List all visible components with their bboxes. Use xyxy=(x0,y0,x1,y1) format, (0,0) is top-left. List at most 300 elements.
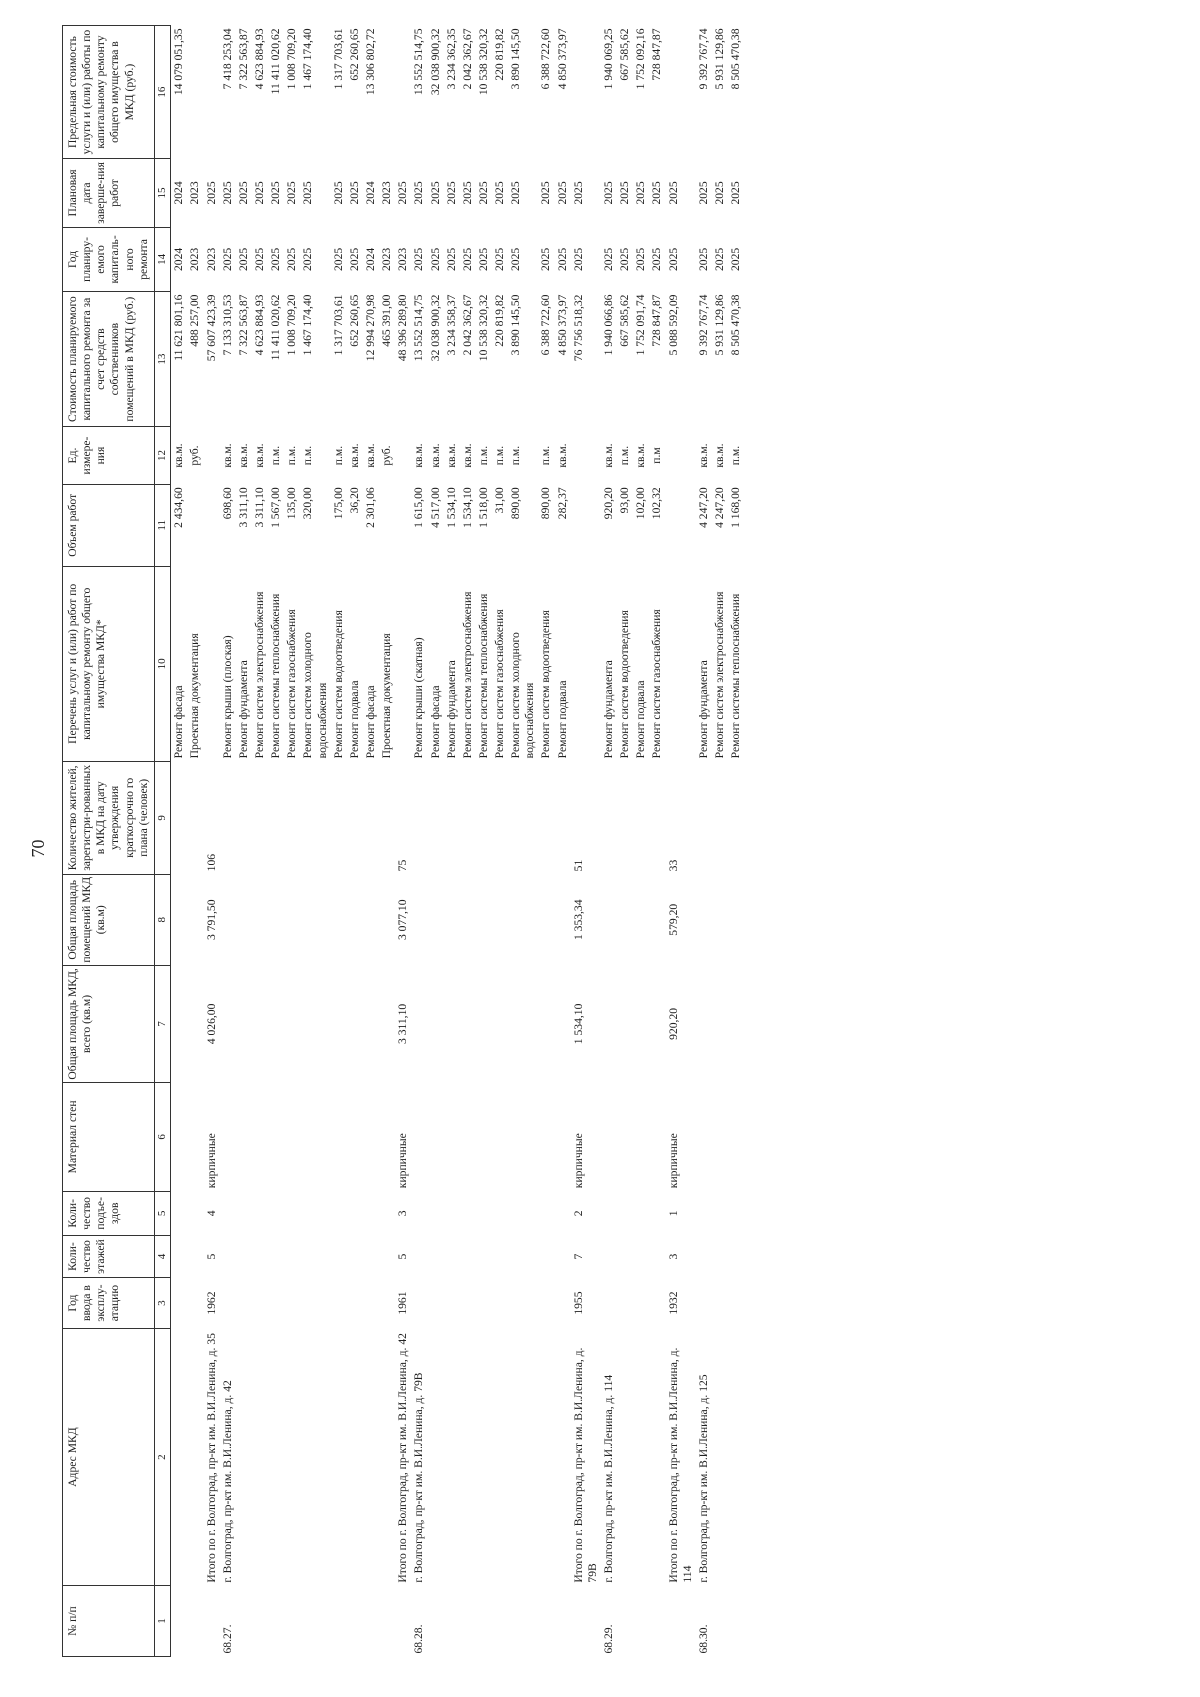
entrances-cell xyxy=(538,1191,554,1235)
floors-cell xyxy=(696,1236,712,1278)
premises-area-cell xyxy=(712,874,728,965)
end-date-cell: 2023 xyxy=(380,181,394,205)
column-header: Общая площадь МКД, всего (кв.м) xyxy=(63,965,155,1082)
wall-material-cell xyxy=(460,1083,476,1192)
unit-cell: п.м. xyxy=(539,445,553,466)
premises-area-cell xyxy=(696,874,712,965)
year-cell xyxy=(236,1278,252,1329)
year-cell xyxy=(460,1278,476,1329)
table-row xyxy=(508,26,538,1657)
address-cell xyxy=(712,1329,728,1586)
limit-cost-cell: 4 623 884,93 xyxy=(252,28,266,90)
address-cell: г. Волгоград, пр-кт им. В.И.Ленина, д. 125 xyxy=(696,1374,710,1583)
total-area-cell xyxy=(171,965,188,1082)
total-area-cell: 4 026,00 xyxy=(204,1003,218,1045)
volume-cell: 282,37 xyxy=(555,487,569,520)
address-cell xyxy=(236,1329,252,1586)
address-cell xyxy=(331,1329,347,1586)
volume-cell xyxy=(187,484,203,566)
unit-cell: п.м. xyxy=(509,445,523,466)
floors-cell xyxy=(617,1236,633,1278)
column-number-row xyxy=(154,26,170,1657)
entrances-cell xyxy=(649,1191,665,1235)
row-number xyxy=(476,1586,492,1657)
address-cell xyxy=(268,1329,284,1586)
plan-year-cell: 2024 xyxy=(172,247,186,272)
column-header: Материал стен xyxy=(63,1083,155,1192)
address-cell xyxy=(728,1329,744,1586)
residents-cell xyxy=(268,761,284,874)
cost-cell: 9 392 767,74 xyxy=(696,294,710,356)
plan-year-cell: 2023 xyxy=(188,247,202,272)
total-area-cell: 1 534,10 xyxy=(571,1003,585,1045)
table-header-row xyxy=(63,26,155,1657)
table-row xyxy=(633,26,649,1657)
wall-material-cell xyxy=(696,1083,712,1192)
year-cell xyxy=(220,1278,236,1329)
total-area-cell xyxy=(712,965,728,1082)
floors-cell xyxy=(428,1236,444,1278)
floors-cell xyxy=(460,1236,476,1278)
address-cell xyxy=(187,1329,203,1586)
address-cell xyxy=(171,1329,188,1586)
floors-cell xyxy=(236,1236,252,1278)
wall-material-cell xyxy=(268,1083,284,1192)
capital-repair-table xyxy=(62,25,744,1657)
entrances-cell xyxy=(460,1191,476,1235)
floors-cell xyxy=(508,1236,538,1278)
unit-cell: руб. xyxy=(188,445,202,466)
wall-material-cell xyxy=(601,1083,617,1192)
year-cell xyxy=(411,1278,427,1329)
limit-cost-cell: 4 850 373,97 xyxy=(555,28,569,90)
limit-cost-cell: 728 847,87 xyxy=(650,28,664,81)
cost-cell: 5 931 129,86 xyxy=(713,294,727,356)
entrances-cell xyxy=(428,1191,444,1235)
volume-cell xyxy=(666,484,696,566)
year-cell xyxy=(649,1278,665,1329)
table-row xyxy=(492,26,508,1657)
column-header: Количество жителей, зарегистри-рованных в МКД на дату утверждения краткосрочно го плана (человек) xyxy=(63,761,155,874)
volume-cell: 1 534,10 xyxy=(460,487,474,528)
table-row xyxy=(538,26,554,1657)
unit-cell: кв.м. xyxy=(460,443,474,468)
premises-area-cell: 3 791,50 xyxy=(204,899,218,941)
volume-cell: 175,00 xyxy=(331,487,345,520)
cost-cell: 1 008 709,20 xyxy=(285,294,299,356)
volume-cell: 1 567,00 xyxy=(269,487,283,528)
unit-cell: п.м. xyxy=(476,445,490,466)
year-cell xyxy=(601,1278,617,1329)
limit-cost-cell: 10 538 320,32 xyxy=(476,28,490,96)
floors-cell xyxy=(300,1236,330,1278)
plan-year-cell: 2025 xyxy=(539,247,553,272)
wall-material-cell xyxy=(236,1083,252,1192)
plan-year-cell: 2025 xyxy=(713,247,727,272)
address-cell: Итого по г. Волгоград, пр-кт им. В.И.Ленина, д. 42 xyxy=(396,1333,410,1583)
premises-area-cell xyxy=(379,874,395,965)
limit-cost-cell: 1 008 709,20 xyxy=(285,28,299,90)
floors-cell xyxy=(538,1236,554,1278)
volume-cell: 698,60 xyxy=(220,487,234,520)
row-number: 68.29. xyxy=(602,1624,616,1654)
entrances-cell xyxy=(284,1191,300,1235)
row-number xyxy=(171,1586,188,1657)
residents-cell xyxy=(460,761,476,874)
floors-cell: 5 xyxy=(396,1253,410,1260)
floors-cell xyxy=(411,1236,427,1278)
end-date-cell: 2025 xyxy=(602,181,616,205)
work-type-cell: Ремонт системы теплоснабжения xyxy=(476,593,490,759)
end-date-cell: 2025 xyxy=(301,181,315,205)
residents-cell xyxy=(555,761,571,874)
premises-area-cell: 579,20 xyxy=(666,903,680,936)
unit-cell: кв.м. xyxy=(555,443,569,468)
total-area-cell xyxy=(617,965,633,1082)
entrances-cell xyxy=(476,1191,492,1235)
plan-year-cell: 2025 xyxy=(650,247,664,272)
total-area-cell xyxy=(728,965,744,1082)
premises-area-cell xyxy=(347,874,363,965)
table-row xyxy=(347,26,363,1657)
total-area-cell xyxy=(444,965,460,1082)
cost-cell: 652 260,65 xyxy=(347,294,361,347)
table-row xyxy=(428,26,444,1657)
premises-area-cell xyxy=(601,874,617,965)
residents-cell xyxy=(492,761,508,874)
page-number: 70 xyxy=(28,839,48,858)
work-type-cell: Ремонт систем холодного водоснабжения xyxy=(301,632,329,759)
end-date-cell: 2025 xyxy=(555,181,569,205)
premises-area-cell xyxy=(555,874,571,965)
cost-cell: 7 133 310,53 xyxy=(220,294,234,356)
table-row xyxy=(284,26,300,1657)
premises-area-cell xyxy=(508,874,538,965)
residents-cell xyxy=(428,761,444,874)
column-header: Год ввода в эксплу-атацию xyxy=(63,1278,155,1329)
limit-cost-cell: 7 418 253,04 xyxy=(220,28,234,90)
premises-area-cell xyxy=(633,874,649,965)
limit-cost-cell: 13 306 802,72 xyxy=(363,28,377,96)
wall-material-cell: кирпичные xyxy=(571,1133,585,1189)
volume-cell: 1 615,00 xyxy=(412,487,426,528)
row-number xyxy=(712,1586,728,1657)
column-number: 15 xyxy=(154,159,170,228)
premises-area-cell: 3 077,10 xyxy=(396,899,410,941)
end-date-cell: 2025 xyxy=(285,181,299,205)
end-date-cell: 2025 xyxy=(650,181,664,205)
wall-material-cell xyxy=(555,1083,571,1192)
floors-cell: 7 xyxy=(571,1253,585,1260)
volume-cell: 920,20 xyxy=(602,487,616,520)
address-cell: г. Волгоград, пр-кт им. В.И.Ленина, д. 79В xyxy=(412,1372,426,1583)
plan-year-cell: 2025 xyxy=(285,247,299,272)
end-date-cell: 2024 xyxy=(172,181,186,205)
unit-cell: кв.м. xyxy=(412,443,426,468)
table-row xyxy=(555,26,571,1657)
row-number xyxy=(571,1586,601,1657)
residents-cell xyxy=(601,761,617,874)
floors-cell xyxy=(171,1236,188,1278)
year-cell xyxy=(712,1278,728,1329)
row-number: 68.27. xyxy=(220,1624,234,1654)
floors-cell xyxy=(187,1236,203,1278)
plan-year-cell: 2025 xyxy=(252,247,266,272)
entrances-cell xyxy=(268,1191,284,1235)
entrances-cell xyxy=(331,1191,347,1235)
total-area-cell xyxy=(649,965,665,1082)
plan-year-cell: 2025 xyxy=(666,247,680,272)
wall-material-cell xyxy=(476,1083,492,1192)
work-type-cell xyxy=(571,566,601,761)
plan-year-cell: 2025 xyxy=(555,247,569,272)
total-area-cell xyxy=(633,965,649,1082)
table-row xyxy=(204,26,220,1657)
plan-year-cell: 2025 xyxy=(331,247,345,272)
unit-cell: кв.м. xyxy=(444,443,458,468)
row-number xyxy=(492,1586,508,1657)
residents-cell xyxy=(508,761,538,874)
table-row xyxy=(476,26,492,1657)
unit-cell: п.м. xyxy=(493,445,507,466)
work-type-cell: Ремонт фасада xyxy=(428,685,442,759)
cost-cell: 1 317 703,61 xyxy=(331,294,345,356)
address-cell xyxy=(538,1329,554,1586)
address-cell xyxy=(492,1329,508,1586)
premises-area-cell xyxy=(444,874,460,965)
total-area-cell xyxy=(460,965,476,1082)
work-type-cell: Ремонт крыши (скатная) xyxy=(412,637,426,759)
cost-cell: 11 411 020,62 xyxy=(269,294,283,361)
premises-area-cell xyxy=(649,874,665,965)
end-date-cell: 2025 xyxy=(509,181,523,205)
work-type-cell: Проектная документация xyxy=(380,633,394,759)
work-type-cell: Ремонт фундамента xyxy=(696,660,710,759)
unit-cell: кв.м. xyxy=(252,443,266,468)
column-number: 5 xyxy=(154,1191,170,1235)
unit-cell: п.м. xyxy=(285,445,299,466)
row-number xyxy=(379,1586,395,1657)
column-number: 7 xyxy=(154,965,170,1082)
end-date-cell: 2025 xyxy=(666,181,680,205)
work-type-cell: Ремонт систем водоотведения xyxy=(539,610,553,759)
end-date-cell: 2025 xyxy=(444,181,458,205)
row-number xyxy=(649,1586,665,1657)
plan-year-cell: 2025 xyxy=(602,247,616,272)
unit-cell: п.м. xyxy=(729,445,743,466)
total-area-cell xyxy=(331,965,347,1082)
column-header: № п/п xyxy=(63,1586,155,1657)
wall-material-cell: кирпичные xyxy=(396,1133,410,1189)
entrances-cell xyxy=(187,1191,203,1235)
cost-cell: 1 940 066,86 xyxy=(602,294,616,356)
floors-cell xyxy=(284,1236,300,1278)
table-row xyxy=(728,26,744,1657)
cost-cell: 728 847,87 xyxy=(650,294,664,347)
work-type-cell: Ремонт систем холодного водоснабжения xyxy=(509,632,537,759)
cost-cell: 76 756 518,32 xyxy=(571,294,585,362)
table-row xyxy=(444,26,460,1657)
limit-cost-cell: 1 467 174,40 xyxy=(301,28,315,90)
table-row xyxy=(696,26,712,1657)
row-number xyxy=(538,1586,554,1657)
work-type-cell: Ремонт подвала xyxy=(347,680,361,759)
entrances-cell: 1 xyxy=(666,1210,680,1217)
work-type-cell: Ремонт подвала xyxy=(634,680,648,759)
end-date-cell: 2025 xyxy=(220,181,234,205)
end-date-cell: 2025 xyxy=(428,181,442,205)
column-header: Стоимость планируемого капитального ремонта за счет средств собственников помещений в МКД (руб.) xyxy=(63,292,155,427)
table-row xyxy=(300,26,330,1657)
table-row xyxy=(712,26,728,1657)
unit-cell: кв.м. xyxy=(347,443,361,468)
unit-cell: кв.м. xyxy=(428,443,442,468)
cost-cell: 48 396 289,80 xyxy=(396,294,410,362)
column-number: 8 xyxy=(154,874,170,965)
residents-cell xyxy=(379,761,395,874)
year-cell xyxy=(508,1278,538,1329)
total-area-cell xyxy=(187,965,203,1082)
plan-year-cell: 2025 xyxy=(493,247,507,272)
work-type-cell xyxy=(395,566,411,761)
cost-cell: 13 552 514,75 xyxy=(412,294,426,362)
end-date-cell: 2025 xyxy=(204,181,218,205)
floors-cell xyxy=(649,1236,665,1278)
residents-cell xyxy=(696,761,712,874)
volume-cell: 1 518,00 xyxy=(476,487,490,528)
entrances-cell xyxy=(712,1191,728,1235)
row-number xyxy=(460,1586,476,1657)
floors-cell xyxy=(444,1236,460,1278)
limit-cost-cell xyxy=(395,26,411,159)
unit-cell xyxy=(204,427,220,485)
volume-cell: 320,00 xyxy=(301,487,315,520)
year-cell xyxy=(444,1278,460,1329)
year-cell: 1962 xyxy=(204,1291,218,1315)
row-number xyxy=(268,1586,284,1657)
plan-year-cell: 2025 xyxy=(509,247,523,272)
premises-area-cell xyxy=(492,874,508,965)
row-number: 68.28. xyxy=(412,1624,426,1654)
table-row xyxy=(571,26,601,1657)
cost-cell: 11 621 801,16 xyxy=(172,294,186,361)
table-row xyxy=(601,26,617,1657)
row-number xyxy=(204,1586,220,1657)
total-area-cell xyxy=(300,965,330,1082)
volume-cell: 3 311,10 xyxy=(236,487,250,528)
residents-cell: 106 xyxy=(204,853,218,872)
row-number xyxy=(187,1586,203,1657)
wall-material-cell xyxy=(284,1083,300,1192)
limit-cost-cell xyxy=(379,26,395,159)
table-row xyxy=(236,26,252,1657)
wall-material-cell xyxy=(617,1083,633,1192)
unit-cell: кв.м. xyxy=(172,443,186,468)
floors-cell xyxy=(268,1236,284,1278)
end-date-cell: 2025 xyxy=(236,181,250,205)
cost-cell: 7 322 563,87 xyxy=(236,294,250,356)
cost-cell: 4 850 373,97 xyxy=(555,294,569,356)
wall-material-cell: кирпичные xyxy=(666,1133,680,1189)
year-cell xyxy=(363,1278,379,1329)
year-cell xyxy=(696,1278,712,1329)
limit-cost-cell: 6 388 722,60 xyxy=(539,28,553,90)
column-number: 2 xyxy=(154,1329,170,1586)
residents-cell xyxy=(252,761,268,874)
premises-area-cell xyxy=(460,874,476,965)
work-type-cell: Ремонт систем электроснабжения xyxy=(252,591,266,759)
total-area-cell xyxy=(601,965,617,1082)
plan-year-cell: 2025 xyxy=(301,247,315,272)
column-header: Перечень услуг и (или) работ по капитальному ремонту общего имущества МКД* xyxy=(63,566,155,761)
volume-cell: 4 247,20 xyxy=(713,487,727,528)
volume-cell: 2 301,06 xyxy=(363,487,377,528)
floors-cell xyxy=(476,1236,492,1278)
address-cell xyxy=(252,1329,268,1586)
address-cell: г. Волгоград, пр-кт им. В.И.Ленина, д. 42 xyxy=(220,1380,234,1583)
limit-cost-cell: 11 411 020,62 xyxy=(269,28,283,95)
limit-cost-cell: 8 505 470,38 xyxy=(729,28,743,90)
address-cell: Итого по г. Волгоград, пр-кт им. В.И.Ленина, д. 79В xyxy=(571,1347,599,1583)
cost-cell: 1 467 174,40 xyxy=(301,294,315,356)
volume-cell: 36,20 xyxy=(347,487,361,514)
work-type-cell: Ремонт систем газоснабжения xyxy=(650,609,664,759)
entrances-cell xyxy=(379,1191,395,1235)
limit-cost-cell: 7 322 563,87 xyxy=(236,28,250,90)
table-row xyxy=(363,26,379,1657)
wall-material-cell xyxy=(633,1083,649,1192)
floors-cell xyxy=(363,1236,379,1278)
end-date-cell: 2025 xyxy=(539,181,553,205)
work-type-cell xyxy=(666,566,696,761)
floors-cell xyxy=(331,1236,347,1278)
plan-year-cell: 2023 xyxy=(380,247,394,272)
work-type-cell: Ремонт систем водоотведения xyxy=(618,610,632,759)
residents-cell xyxy=(649,761,665,874)
volume-cell: 102,00 xyxy=(634,487,648,520)
work-type-cell: Ремонт фундамента xyxy=(444,660,458,759)
work-type-cell: Ремонт систем газоснабжения xyxy=(493,609,507,759)
total-area-cell xyxy=(347,965,363,1082)
premises-area-cell xyxy=(236,874,252,965)
plan-year-cell: 2025 xyxy=(634,247,648,272)
total-area-cell: 3 311,10 xyxy=(396,1003,410,1044)
entrances-cell xyxy=(220,1191,236,1235)
year-cell xyxy=(492,1278,508,1329)
floors-cell xyxy=(347,1236,363,1278)
column-header: Год планиру-емого капиталь-ного ремонта xyxy=(63,227,155,291)
total-area-cell xyxy=(538,965,554,1082)
unit-cell: п.м. xyxy=(618,445,632,466)
column-header: Ед. измере-ния xyxy=(63,427,155,485)
plan-year-cell: 2025 xyxy=(729,247,743,272)
limit-cost-cell: 5 931 129,86 xyxy=(713,28,727,90)
row-number xyxy=(617,1586,633,1657)
address-cell xyxy=(555,1329,571,1586)
total-area-cell xyxy=(220,965,236,1082)
residents-cell xyxy=(284,761,300,874)
premises-area-cell xyxy=(538,874,554,965)
total-area-cell xyxy=(379,965,395,1082)
row-number xyxy=(300,1586,330,1657)
total-area-cell xyxy=(428,965,444,1082)
column-number: 1 xyxy=(154,1586,170,1657)
row-number: 68.30. xyxy=(696,1624,710,1654)
end-date-cell: 2025 xyxy=(347,181,361,205)
entrances-cell xyxy=(617,1191,633,1235)
table-row xyxy=(187,26,203,1657)
address-cell xyxy=(649,1329,665,1586)
